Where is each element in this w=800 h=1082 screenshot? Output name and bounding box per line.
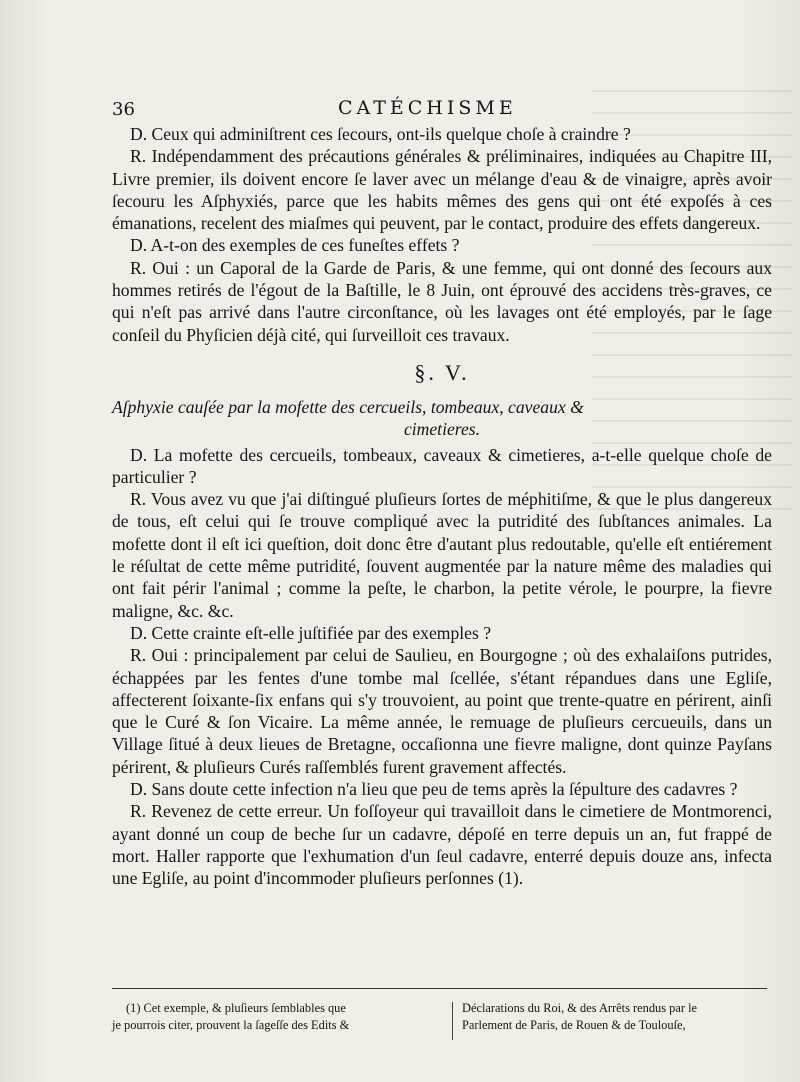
answer-paragraph: R. Revenez de cette erreur. Un foſſoyeur qui travailloit dans le cimetiere de Montmorenci, ayant donné un coup de beche ſur un cadavre, dépoſé en terre depuis un an, fut frappé de mort. Haller rapporte que l'exhumation d'un ſeul cadavre, enterré depuis douze ans, infecta une Egliſe, au point d'incommoder pluſieurs perſonnes (1). <box>112 801 772 889</box>
question-paragraph: D. Ceux qui adminiſtrent ces ſecours, ont-ils quelque choſe à craindre ? <box>130 124 631 144</box>
main-text <box>112 123 772 890</box>
answer-paragraph: R. Vous avez vu que j'ai diſtingué pluſieurs ſortes de méphitiſme, & que le plus dangereux de tous, eſt celui qui ſe trouve compliqué avec la putridité des ſubſtances animales. La mofette dont il eſt ici queſtion, doit donc être d'autant plus redoutable, qu'elle eſt entiérement le réſultat de cette même putridité, ſouvent augmentée par la nature même des maladies qui ont fait périr l'animal ; comme la peſte, le charbon, la petite vérole, le pourpre, la fievre maligne, &c. &c. <box>112 489 772 621</box>
footnote-line: Déclarations du Roi, & des Arrêts rendus par le <box>462 1001 698 1015</box>
section-heading: §. V. <box>414 359 470 385</box>
section-title: Aſphyxie cauſée par la mofette des cercueils, tombeaux, caveaux & <box>112 396 584 417</box>
footnote-left-column <box>112 1000 442 1034</box>
section-title-continuation: cimetieres. <box>403 419 481 440</box>
running-title: CATÉCHISME <box>338 97 517 119</box>
footnotes <box>112 1000 772 1040</box>
footnote-right-column <box>462 1000 772 1034</box>
question-paragraph: D. A-t-on des exemples de ces funeſtes effets ? <box>130 235 460 256</box>
answer-paragraph: R. Oui : principalement par celui de Saulieu, en Bourgogne ; où des exhalaiſons putrides, échappées par les fentes d'une tombe mal ſcellée, s'étant répandues dans une Egliſe, affecterent ſoixante-ſix enfans qui s'y trouvoient, au point que trente-quatre en périrent, ainſi que le Curé & ſon Vicaire. La même année, le remuage de pluſieurs cercueuils, dans un Village ſitué à deux lieues de Bretagne, occaſionna une fievre maligne, dont quinze Payſans périrent, & pluſieurs Curés raſſemblés furent gravement affectés. <box>112 645 772 777</box>
question-paragraph: D. Sans doute cette infection n'a lieu que peu de tems après la ſépulture des cadavres ? <box>130 779 738 800</box>
answer-paragraph: R. Oui : un Caporal de la Garde de Paris, & une femme, qui ont donné des ſecours aux hommes retirés de l'égout de la Baſtille, le 8 Juin, ont éprouvé des accidens très-graves, ce qui n'eſt pas arrivé dans l'autre circonſtance, où les lavages ont été employés, par le ſage conſeil du Phyſicien déjà cité, qui ſurveilloit ces travaux. <box>112 257 772 345</box>
page-number: 36 <box>112 99 135 120</box>
column-divider <box>452 1002 453 1040</box>
footnote-line: Parlement de Paris, de Rouen & de Toulouſe, <box>462 1018 686 1032</box>
page-header <box>112 97 750 123</box>
question-paragraph: D. Cette crainte eſt-elle juſtifiée par des exemples ? <box>130 622 491 643</box>
footnote-line: je pourrois citer, prouvent la ſageſſe des Edits & <box>112 1018 350 1032</box>
footnote-line: (1) Cet exemple, & pluſieurs ſemblables que <box>126 1001 346 1015</box>
question-paragraph: D. La mofette des cercueils, tombeaux, caveaux & cimetieres, a-t-elle quelque choſe de particulier ? <box>112 444 772 487</box>
answer-paragraph: R. Indépendamment des précautions générales & préliminaires, indiquées au Chapitre III, Livre premier, ils doivent encore ſe laver avec un mélange d'eau & de vinaigre, après avoir ſecouru les Aſphyxiés, parce que les habits mêmes des gens qui ont été expoſés à ces émanations, recelent des miaſmes qui peuvent, par le contact, produire des effets dangereux. <box>112 146 772 234</box>
footnote-rule <box>112 988 767 989</box>
